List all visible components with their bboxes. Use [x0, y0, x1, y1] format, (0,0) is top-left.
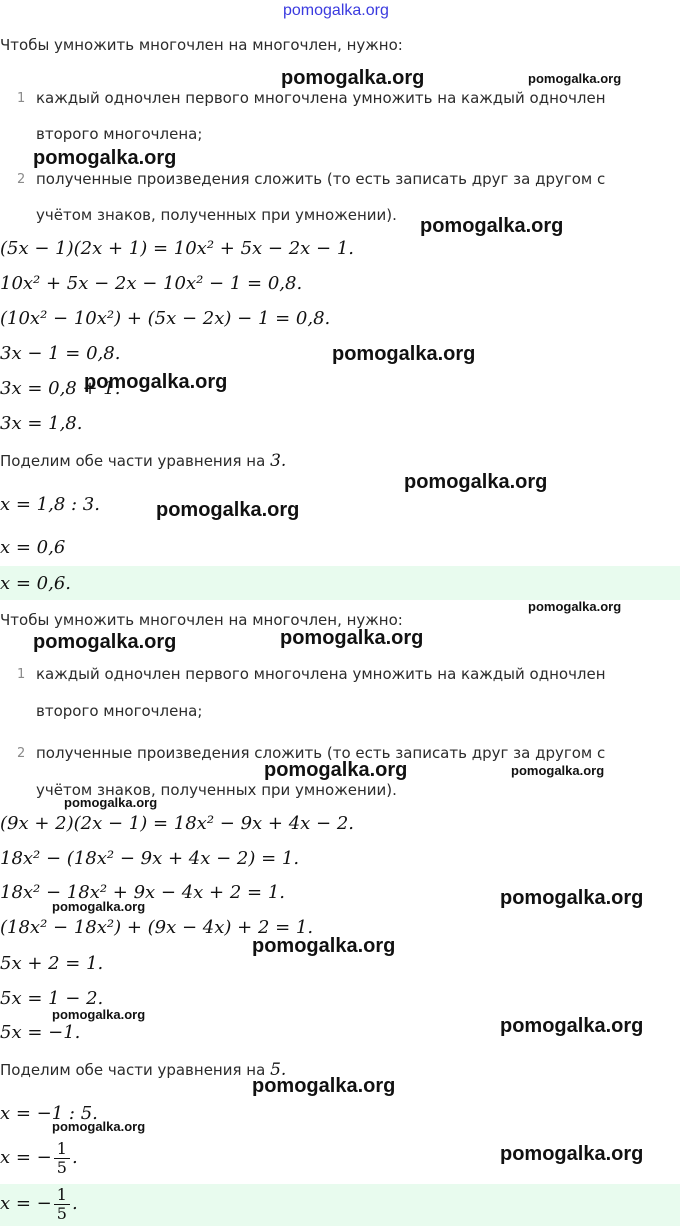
fraction: [54, 1186, 70, 1222]
watermark: pomogalka.org: [280, 627, 424, 649]
step-number: 1: [17, 91, 26, 106]
fraction-denominator: 5: [56, 1157, 67, 1177]
watermark: pomogalka.org: [33, 147, 177, 169]
intro-text-2: Чтобы умножить многочлен на многочлен, нужно:: [0, 611, 403, 629]
equation: (10x² − 10x²) + (5x − 2x) − 1 = 0,8.: [0, 308, 331, 329]
watermark: pomogalka.org: [33, 631, 177, 653]
answer-suffix: .: [71, 1193, 78, 1215]
divide-label: Поделим обе части уравнения на: [0, 1061, 266, 1079]
watermark: pomogalka.org: [511, 763, 605, 778]
answer-prefix: x = −: [0, 1193, 52, 1215]
step-text: каждый одночлен первого многочлена умножить на каждый одночлен: [36, 89, 606, 107]
watermark: pomogalka.org: [52, 899, 146, 914]
equation: x = 1,8 : 3.: [0, 494, 100, 515]
watermark: pomogalka.org: [500, 887, 644, 909]
watermark: pomogalka.org: [84, 371, 228, 393]
fraction-prefix: x = −: [0, 1147, 52, 1169]
equation: x = −1 : 5.: [0, 1103, 98, 1124]
fraction: [54, 1140, 70, 1176]
step-text: второго многочлена;: [36, 702, 203, 720]
answer: [0, 1186, 78, 1222]
watermark: pomogalka.org: [252, 1075, 396, 1097]
watermark: pomogalka.org: [252, 935, 396, 957]
divide-number: 5.: [270, 1060, 287, 1080]
step-text: учётом знаков, полученных при умножении).: [36, 206, 397, 224]
divide-number: 3.: [270, 451, 287, 471]
watermark: pomogalka.org: [281, 67, 425, 89]
step-number: 2: [17, 746, 26, 761]
step-number: 2: [17, 172, 26, 187]
equation: (5x − 1)(2x + 1) = 10x² + 5x − 2x − 1.: [0, 238, 355, 259]
divide-label: Поделим обе части уравнения на: [0, 452, 266, 470]
equation: 5x = −1.: [0, 1022, 81, 1043]
step-text: второго многочлена;: [36, 125, 203, 143]
watermark: pomogalka.org: [52, 1119, 146, 1134]
step-number: 1: [17, 667, 26, 682]
step-text: учётом знаков, полученных при умножении).: [36, 781, 397, 799]
step-text: полученные произведения сложить (то есть записать друг за другом с: [36, 170, 606, 188]
answer-highlight: [0, 566, 680, 600]
watermark: pomogalka.org: [52, 1007, 146, 1022]
watermark: pomogalka.org: [64, 795, 158, 810]
watermark: pomogalka.org: [528, 599, 622, 614]
intro-text-1: Чтобы умножить многочлен на многочлен, нужно:: [0, 36, 403, 54]
equation: 18x² − 18x² + 9x − 4x + 2 = 1.: [0, 882, 286, 903]
equation: 10x² + 5x − 2x − 10x² − 1 = 0,8.: [0, 273, 303, 294]
divide-text: [0, 451, 286, 471]
fraction-denominator: 5: [56, 1203, 67, 1223]
step-text: каждый одночлен первого многочлена умножить на каждый одночлен: [36, 665, 606, 683]
fraction-equation: [0, 1140, 78, 1176]
watermark: pomogalka.org: [500, 1143, 644, 1165]
equation: 5x + 2 = 1.: [0, 953, 104, 974]
watermark: pomogalka.org: [528, 71, 622, 86]
equation: 3x − 1 = 0,8.: [0, 343, 121, 364]
fraction-numerator: 1: [54, 1186, 70, 1205]
equation: (18x² − 18x²) + (9x − 4x) + 2 = 1.: [0, 917, 314, 938]
divide-text: [0, 1060, 286, 1080]
equation: (9x + 2)(2x − 1) = 18x² − 9x + 4x − 2.: [0, 813, 355, 834]
fraction-numerator: 1: [54, 1140, 70, 1159]
watermark: pomogalka.org: [264, 759, 408, 781]
equation: x = 0,6: [0, 537, 66, 558]
fraction-suffix: .: [71, 1147, 78, 1169]
watermark: pomogalka.org: [420, 215, 564, 237]
answer: x = 0,6.: [0, 573, 72, 594]
equation: 3x = 0,8 + 1.: [0, 378, 121, 399]
watermark: pomogalka.org: [332, 343, 476, 365]
watermark: pomogalka.org: [156, 499, 300, 521]
step-text: полученные произведения сложить (то есть записать друг за другом с: [36, 744, 606, 762]
watermark-top: pomogalka.org: [283, 2, 389, 19]
equation: 5x = 1 − 2.: [0, 988, 104, 1009]
watermark: pomogalka.org: [500, 1015, 644, 1037]
equation: 3x = 1,8.: [0, 413, 83, 434]
watermark: pomogalka.org: [404, 471, 548, 493]
answer-highlight: [0, 1184, 680, 1226]
equation: 18x² − (18x² − 9x + 4x − 2) = 1.: [0, 848, 300, 869]
